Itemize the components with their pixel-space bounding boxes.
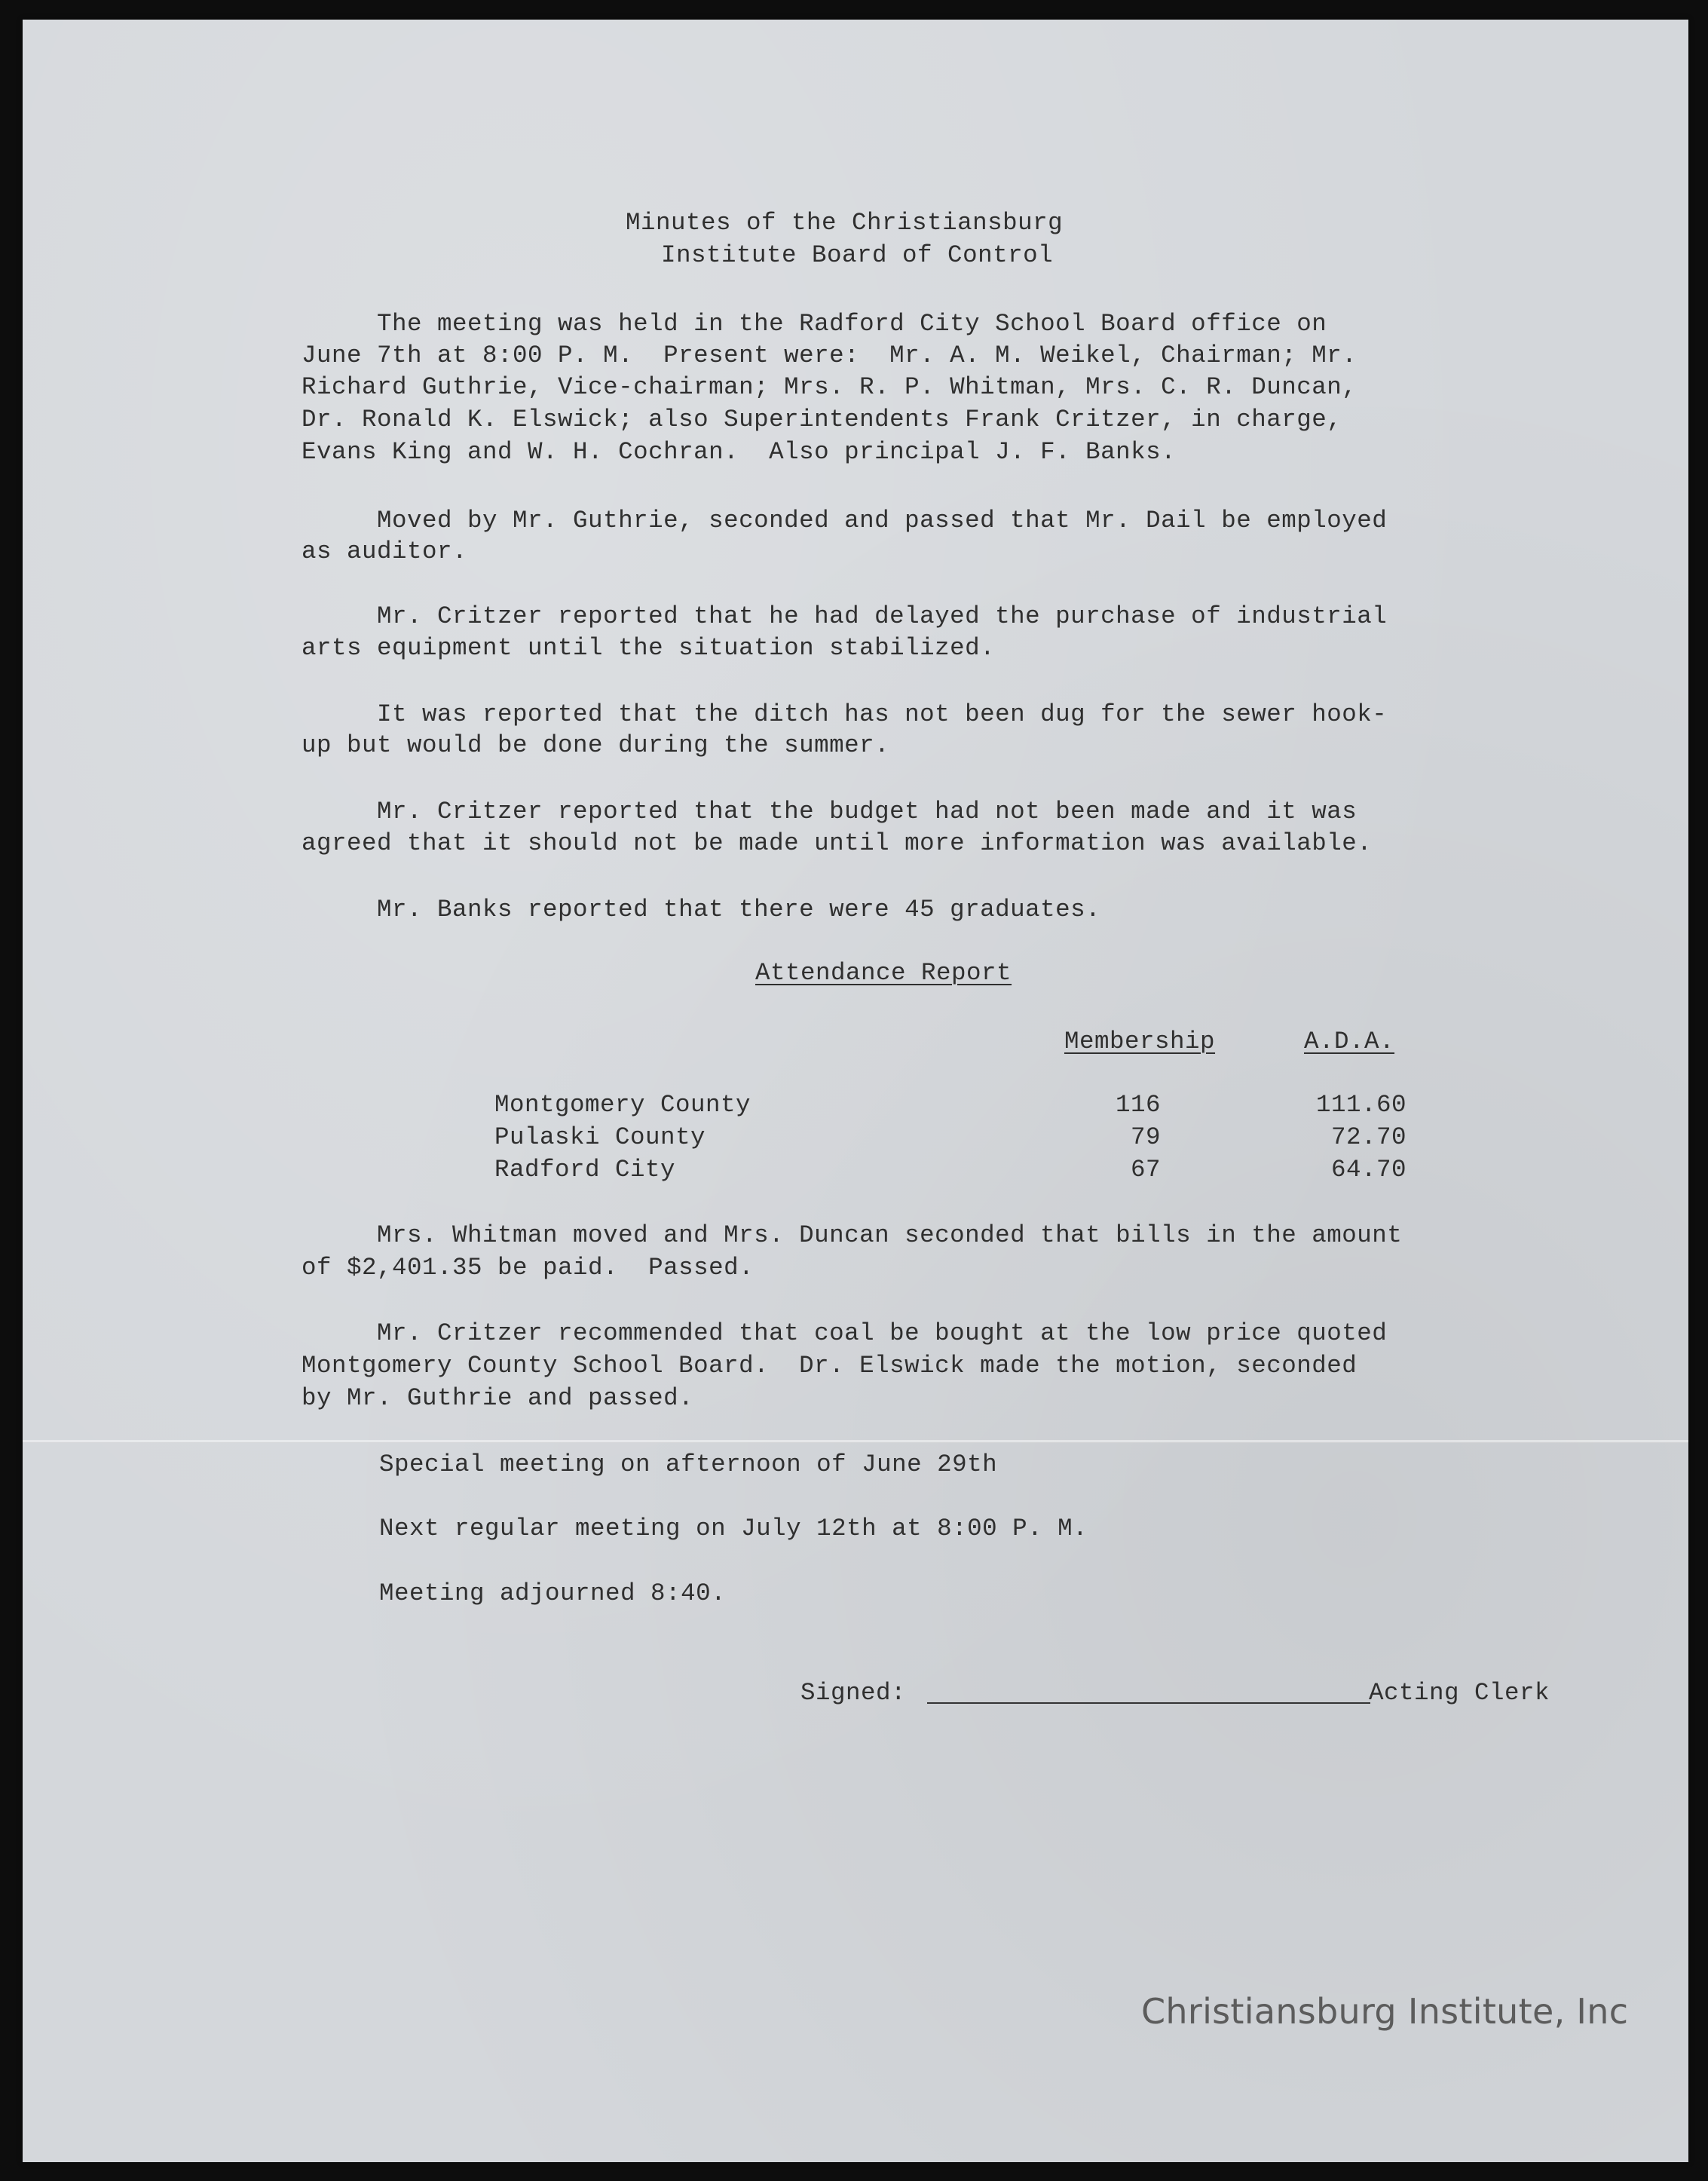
paragraph-line: by Mr. Guthrie and passed. bbox=[302, 1384, 694, 1412]
attendance-row-ada: 72.70 bbox=[1330, 1123, 1406, 1151]
column-header-membership: Membership bbox=[1064, 1028, 1216, 1055]
paragraph-line: Mr. Critzer reported that he had delayed the purchase of industrial bbox=[302, 602, 1388, 630]
paragraph-line: Mr. Critzer recommended that coal be bought at the low price quoted bbox=[302, 1319, 1388, 1347]
title-line-1: Minutes of the Christiansburg bbox=[626, 209, 1064, 237]
attendance-row-ada: 64.70 bbox=[1330, 1156, 1406, 1184]
paragraph-line: Mr. Critzer reported that the budget had not been made and it was bbox=[302, 798, 1358, 826]
paragraph-line: arts equipment until the situation stabilized. bbox=[302, 634, 996, 662]
signed-label: Signed: bbox=[800, 1679, 907, 1707]
paragraph-line: The meeting was held in the Radford City School Board office on bbox=[302, 310, 1327, 338]
signer-role: Acting Clerk bbox=[1369, 1679, 1550, 1707]
paragraph-line: Montgomery County School Board. Dr. Elswick made the motion, seconded bbox=[302, 1352, 1358, 1380]
paragraph-line: up but would be done during the summer. bbox=[302, 731, 890, 759]
column-header-ada: A.D.A. bbox=[1304, 1028, 1395, 1055]
paragraph-line: June 7th at 8:00 P. M. Present were: Mr. A. M. Weikel, Chairman; Mr. bbox=[302, 342, 1358, 369]
attendance-row-ada: 111.60 bbox=[1315, 1091, 1406, 1119]
attendance-row-name: Radford City bbox=[494, 1156, 676, 1184]
paragraph-line: Evans King and W. H. Cochran. Also principal J. F. Banks. bbox=[302, 438, 1177, 466]
attendance-row-name: Pulaski County bbox=[494, 1123, 706, 1151]
paragraph-line: agreed that it should not be made until more information was available. bbox=[302, 829, 1373, 857]
attendance-row-name: Montgomery County bbox=[494, 1091, 751, 1119]
paragraph-line: Mr. Banks reported that there were 45 graduates. bbox=[302, 896, 1101, 924]
special-meeting-note: Special meeting on afternoon of June 29th bbox=[379, 1450, 998, 1478]
adjourned-note: Meeting adjourned 8:40. bbox=[379, 1579, 727, 1607]
signature-line bbox=[927, 1702, 1370, 1704]
paragraph-line: It was reported that the ditch has not been dug for the sewer hook- bbox=[302, 700, 1388, 728]
attendance-heading: Attendance Report bbox=[755, 959, 1012, 987]
paragraph-line: as auditor. bbox=[302, 538, 468, 565]
paragraph-line: of $2,401.35 be paid. Passed. bbox=[302, 1254, 755, 1282]
paragraph-line: Moved by Mr. Guthrie, seconded and passed that Mr. Dail be employed bbox=[302, 507, 1388, 535]
attendance-row-membership: 116 bbox=[1115, 1091, 1161, 1119]
paragraph-line: Dr. Ronald K. Elswick; also Superintendents Frank Critzer, in charge, bbox=[302, 406, 1342, 433]
next-meeting-note: Next regular meeting on July 12th at 8:00 P. M. bbox=[379, 1515, 1088, 1542]
paragraph-line: Mrs. Whitman moved and Mrs. Duncan seconded that bills in the amount bbox=[302, 1221, 1403, 1249]
attendance-row-membership: 79 bbox=[1130, 1123, 1161, 1151]
watermark-text: Christiansburg Institute, Inc bbox=[1141, 1991, 1629, 2032]
title-line-2: Institute Board of Control bbox=[661, 241, 1054, 269]
attendance-row-membership: 67 bbox=[1130, 1156, 1161, 1184]
paragraph-line: Richard Guthrie, Vice-chairman; Mrs. R. P. Whitman, Mrs. C. R. Duncan, bbox=[302, 373, 1358, 401]
